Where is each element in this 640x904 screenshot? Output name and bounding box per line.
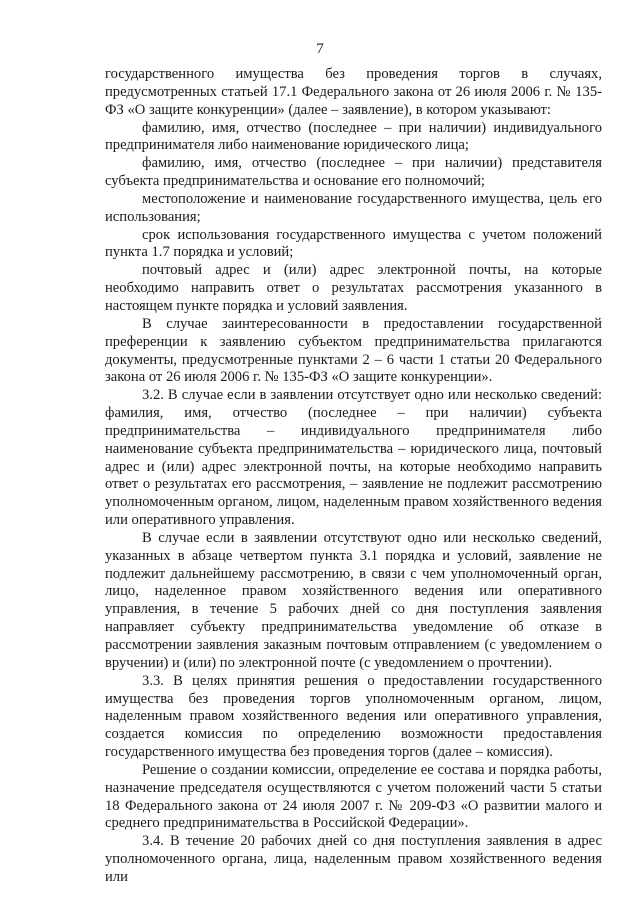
paragraph-property-location: местоположение и наименование государственного имущества, цель его использования; [105, 190, 602, 225]
paragraph-representative-name: фамилию, имя, отчество (последнее – при наличии) представителя субъекта предпринимательства и основание его полномочий; [105, 155, 602, 190]
page-number: 7 [316, 41, 324, 57]
paragraph-usage-term: срок использования государственного имущества с учетом положений пункта 1.7 порядка и условий; [105, 226, 602, 261]
paragraph-preference-documents: В случае заинтересованности в предоставлении государственной преференции к заявлению субъектом предпринимательства прилагаются документы, предусмотренные пунктами 2 – 6 части 1 статьи 20 Федерального закона от 26 июля 2006 г. № 135-ФЗ «О защите конкуренции». [105, 315, 602, 386]
paragraph-section-3-3: 3.3. В целях принятия решения о предоставлении государственного имущества без проведения торгов уполномоченным органом, лицом, наделенным правом хозяйственного ведения или оперативного управления, создается комиссия по определению возможности предоставления государственного имущества без проведения торгов (далее – комиссия). [105, 672, 602, 761]
paragraph-commission-decision: Решение о создании комиссии, определение ее состава и порядка работы, назначение председателя осуществляются с учетом положений части 5 статьи 18 Федерального закона от 24 июля 2007 г. № 209-ФЗ «О развитии малого и среднего предпринимательства в Российской Федерации». [105, 761, 602, 832]
document-body [105, 66, 602, 887]
paragraph-missing-information: В случае если в заявлении отсутствуют одно или несколько сведений, указанных в абзаце четвертом пункта 3.1 порядка и условий, заявление не подлежит дальнейшему рассмотрению, в связи с чем уполномоченный орган, лицо, наделенное правом хозяйственного ведения или оперативного управления, в течение 5 рабочих дней со дня поступления заявления направляет субъекту предпринимательства уведомление об отказе в рассмотрении заявления заказным почтовым отправлением (с уведомлением о вручении) и (или) по электронной почте (с уведомлением о прочтении). [105, 529, 602, 671]
paragraph-section-3-4: 3.4. В течение 20 рабочих дней со дня поступления заявления в адрес уполномоченного органа, лица, наделенным правом хозяйственного ведения или [105, 833, 602, 885]
paragraph-postal-address: почтовый адрес и (или) адрес электронной почты, на которые необходимо направить ответ о результатах рассмотрения указанного в настоящем пункте порядка и условий заявления. [105, 262, 602, 314]
paragraph-section-3-2: 3.2. В случае если в заявлении отсутствует одно или несколько сведений: фамилия, имя, отчество (последнее – при наличии) субъекта предпринимательства – индивидуального предпринимателя либо наименование субъекта предпринимательства – юридического лица, почтовый адрес и (или) адрес электронной почты, на которые необходимо направить ответ о результатах его рассмотрения, – заявление не подлежит рассмотрению уполномоченным органом, лицом, наделенным правом хозяйственного ведения или оперативного управления. [105, 387, 602, 529]
paragraph-application-intro: государственного имущества без проведения торгов в случаях, предусмотренных статьей 17.1 Федерального закона от 26 июля 2006 г. № 135-ФЗ «О защите конкуренции» (далее – заявление), в котором указывают: [105, 66, 602, 118]
paragraph-entrepreneur-name: фамилию, имя, отчество (последнее – при наличии) индивидуального предпринимателя либо наименование юридического лица; [105, 119, 602, 154]
